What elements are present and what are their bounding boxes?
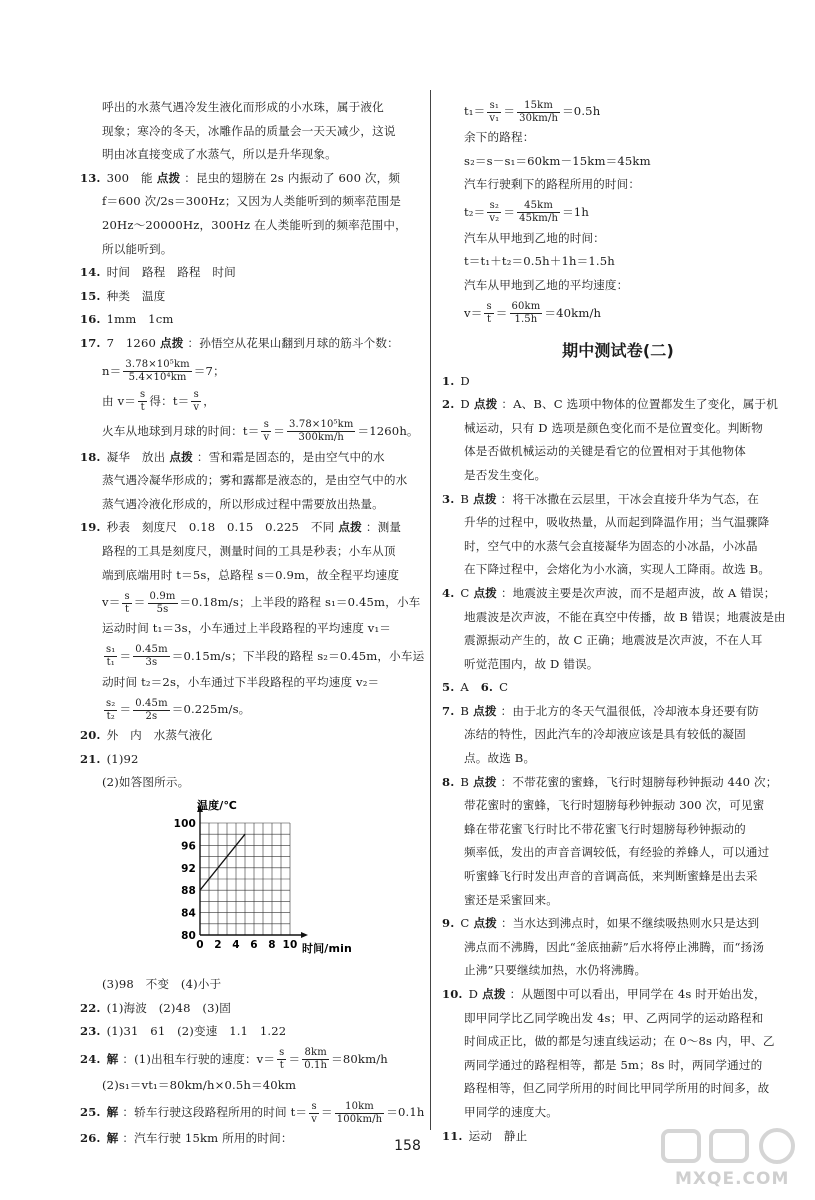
column-divider [430,90,431,1130]
text-line: 运动时间 t₁＝3s，小车通过上半段路程的平均速度 v₁＝ [102,621,392,636]
x-tick-label: 8 [268,939,276,952]
text-line: 听蜜蜂飞行时发出声音的音调高低，来判断蜜蜂是出去采 [464,869,758,884]
formula: $\frac{\text{s₁}}{\text{t₁}}$ ＝ $\frac{0.45m}{3s}$ ＝0.15m/s；下半段的路程 s₂＝0.45m，小车运 [106,644,425,669]
text-line: s₂＝s－s₁＝60km－15km＝45km [464,153,651,168]
text-line: 时，空气中的水蒸气会直接凝华为固态的小冰晶，小冰晶 [464,538,758,553]
answer-5-6: 5. A 6. C [442,680,509,695]
text-line: 路程相等，但乙同学所用的时间比甲同学所用的时间多，故 [464,1081,770,1096]
answer-16: 16. 1mm 1cm [80,312,174,327]
x-tick-label: 4 [232,939,240,952]
x-axis-arrow-icon [301,932,308,938]
text-line: 升华的过程中，吸收热量，从而起到降温作用；当气温骤降 [464,515,770,530]
answer-26: 26. 解 ：汽车行驶 15km 所用的时间： [80,1131,293,1146]
y-tick-label: 84 [181,907,196,920]
formula: n＝ $\frac{\text{3.78×10⁵km}}{\text{5.4×10⁴km}}$ ＝7； [102,359,225,384]
x-tick-label: 10 [282,939,298,952]
text-line: 点。故选 B。 [464,751,536,766]
watermark-text: MXQE.COM [675,1169,790,1189]
formula: t₂＝ $\frac{\text{s₂}}{\text{v₂}}$ ＝ $\frac{45km}{45km/h}$ ＝1h [464,200,589,225]
text-line: 沸点而不沸腾，因此“釜底抽薪”后水将停止沸腾，而“扬汤 [464,939,765,954]
formula: 由 v＝ $\frac{s}{t}$ 得：t＝ $\frac{s}{v}$ ， [102,389,215,414]
answer-3: 3. B 点拨 ：将干冰撒在云层里，干冰会直接升华为气态，在 [442,491,759,506]
page-number: 158 [394,1138,421,1154]
text-line: 蒸气遇冷凝华形成的；雾和露都是液态的，是由空气中的水 [102,473,408,488]
text-line: 20Hz～20000Hz，300Hz 在人类能听到的频率范围中， [102,217,407,232]
answer-2: 2. D 点拨 ：A、B、C 选项中物体的位置都发生了变化，属于机 [442,397,779,412]
answer-23: 23. (1)31 61 (2)变速 1.1 1.22 [80,1024,287,1039]
answer-1: 1. D [442,373,470,388]
formula: t₁＝ $\frac{\text{s₁}}{\text{v₁}}$ ＝ $\frac{15km}{30km/h}$ ＝0.5h [464,99,601,124]
text-line: 所以能听到。 [102,241,173,256]
x-tick-label: 2 [214,939,222,952]
y-tick-label: 96 [181,840,196,853]
text-line: 汽车从甲地到乙地的时间： [464,230,605,245]
text-line: 蜜还是采蜜回来。 [464,892,558,907]
temperature-graph [80,795,417,995]
text-line: (2)如答图所示。 [102,775,190,790]
x-axis-label: 时间/min [302,942,352,956]
text-line: 械运动，只有 D 选项是颜色变化而不是位置变化。判断物 [464,420,763,435]
answer-7: 7. B 点拨 ：由于北方的冬天气温很低，冷却液本身还要有防 [442,703,759,718]
y-tick-label: 92 [181,862,196,875]
formula: v＝ $\frac{s}{t}$ ＝ $\frac{60km}{1.5h}$ ＝40km/h [464,301,602,326]
section-title: 期中测试卷(二) [562,340,674,360]
text-line: 呼出的水蒸气遇冷发生液化而形成的小水珠，属于液化 [102,100,384,114]
text-line: 明由冰直接变成了水蒸气，所以是升华现象。 [102,147,337,162]
answer-13: 13. 300 能 点拨 ：昆虫的翅膀在 2s 内振动了 600 次，频 [80,170,401,185]
answer-25: 25. 解 ：轿车行驶这段路程所用的时间 t＝ $\frac{s}{v}$ ＝ $\frac{10km}{100km/h}$ ＝0.1h [80,1100,425,1125]
text-line: 地震波是次声波，不能在真空中传播，故 B 错误；地震波是由 [464,609,786,624]
y-tick-label: 100 [173,818,196,831]
text-line: 端到底端用时 t＝5s，总路程 s＝0.9m，故全程平均速度 [102,567,400,582]
text-line: 汽车行驶剩下的路程所用的时间： [464,177,641,192]
answer-18: 18. 凝华 放出 点拨 ：雪和霜是固态的，是由空气中的水 [80,449,385,464]
text-line: 是否发生变化。 [464,467,547,482]
text-line: 体是否做机械运动的关键是看它的位置相对于其他物体 [464,444,746,459]
text-line: 时间成正比，做的都是匀速直线运动；在 0～8s 内，甲、乙 [464,1034,775,1049]
text-line: 冻结的特性，因此汽车的冷却液应该是具有较低的凝固 [464,727,746,742]
y-tick-label: 88 [181,885,196,898]
text-line: 震源振动产生的，故 C 正确；地震波是次声波，不在人耳 [464,633,763,648]
answer-21: 21. (1)92 [80,751,139,766]
answer-17: 17. 7 1260 点拨 ：孙悟空从花果山翻到月球的筋斗个数： [80,335,399,350]
text-line: (3)98 不变 (4)小于 [102,977,222,992]
answer-24: 24. 解 ：(1)出租车行驶的速度：v＝ $\frac{s}{t}$ ＝ $\frac{8km}{0.1h}$ ＝80km/h [80,1047,388,1072]
x-tick-label: 0 [196,939,204,952]
text-line: 在下降过程中，会熔化为小水滴，实现人工降雨。故选 B。 [464,562,771,577]
answer-15: 15. 种类 温度 [80,288,166,303]
y-tick-label: 80 [181,930,196,943]
text-line: 频率低，发出的声音音调较低，有经验的养蜂人，可以通过 [464,845,770,860]
x-tick-label: 6 [250,939,258,952]
answer-4: 4. C 点拨 ：地震波主要是次声波，而不是超声波，故 A 错误； [442,585,776,600]
text-line: 蒸气遇冷液化形成的，所以形成过程中需要放出热量。 [102,496,384,511]
answer-11: 11. 运动 静止 [442,1128,528,1143]
text-line: (2)s₁＝vt₁＝80km/h×0.5h＝40km [102,1077,297,1092]
y-axis-label: 温度/℃ [197,799,237,813]
text-line: f＝600 次/2s＝300Hz；又因为人类能听到的频率范围是 [102,194,402,209]
text-line: t＝t₁＋t₂＝0.5h＋1h＝1.5h [464,254,615,269]
text-line: 听觉范围内，故 D 错误。 [464,656,599,671]
text-line: 汽车从甲地到乙地的平均速度： [464,277,629,292]
answer-9: 9. C 点拨 ：当水达到沸点时，如果不继续吸热则水只是达到 [442,916,760,931]
temperature-line [200,834,245,890]
text-line: 止沸”只要继续加热，水仍将沸腾。 [464,963,647,978]
text-line: 即甲同学比乙同学晚出发 4s；甲、乙两同学的运动路程和 [464,1010,764,1025]
answer-20: 20. 外 内 水蒸气液化 [80,728,213,743]
formula: 火车从地球到月球的时间：t＝ $\frac{s}{v}$ ＝ $\frac{\text{3.78×10⁵km}}{300km/h}$ ＝1260h。 [102,419,419,444]
watermark-logo [655,1125,805,1195]
text-line: 现象；寒冷的冬天，冰雕作品的质量会一天天减少，这说 [102,123,396,138]
answer-22: 22. (1)海波 (2)48 (3)固 [80,1000,232,1015]
formula: v＝ $\frac{s}{t}$ ＝ $\frac{0.9m}{5s}$ ＝0.18m/s；上半段的路程 s₁＝0.45m，小车 [102,590,421,615]
answer-8: 8. B 点拨 ：不带花蜜的蜜蜂，飞行时翅膀每秒钟振动 440 次； [442,774,778,789]
temperature-chart [80,795,417,995]
answer-10: 10. D 点拨 ：从题图中可以看出，甲同学在 4s 时开始出发， [442,987,766,1001]
text-line: 甲同学的速度大。 [464,1104,558,1119]
right-column [442,96,794,1148]
text-line: 动时间 t₂＝2s，小车通过下半段路程的平均速度 v₂＝ [102,674,380,689]
answer-19: 19. 秒表 刻度尺 0.18 0.15 0.225 不同 点拨 ：测量 [80,520,402,535]
watermark-graphic [655,1125,805,1169]
formula: $\frac{\text{s₂}}{\text{t₂}}$ ＝ $\frac{0.45m}{2s}$ ＝0.225m/s。 [106,697,251,722]
text-line: 路程的工具是刻度尺，测量时间的工具是秒表；小车从顶 [102,543,396,558]
text-line: 余下的路程： [464,130,535,144]
text-line: 两同学通过的路程相等，都是 5m；8s 时，两同学通过的 [464,1057,763,1072]
answer-14: 14. 时间 路程 路程 时间 [80,265,236,280]
text-line: 带花蜜时的蜜蜂，飞行时翅膀每秒钟振动 300 次，可见蜜 [464,798,765,813]
left-column [80,96,425,1151]
text-line: 蜂在带花蜜飞行时比不带花蜜飞行时翅膀每秒钟振动的 [464,821,746,836]
